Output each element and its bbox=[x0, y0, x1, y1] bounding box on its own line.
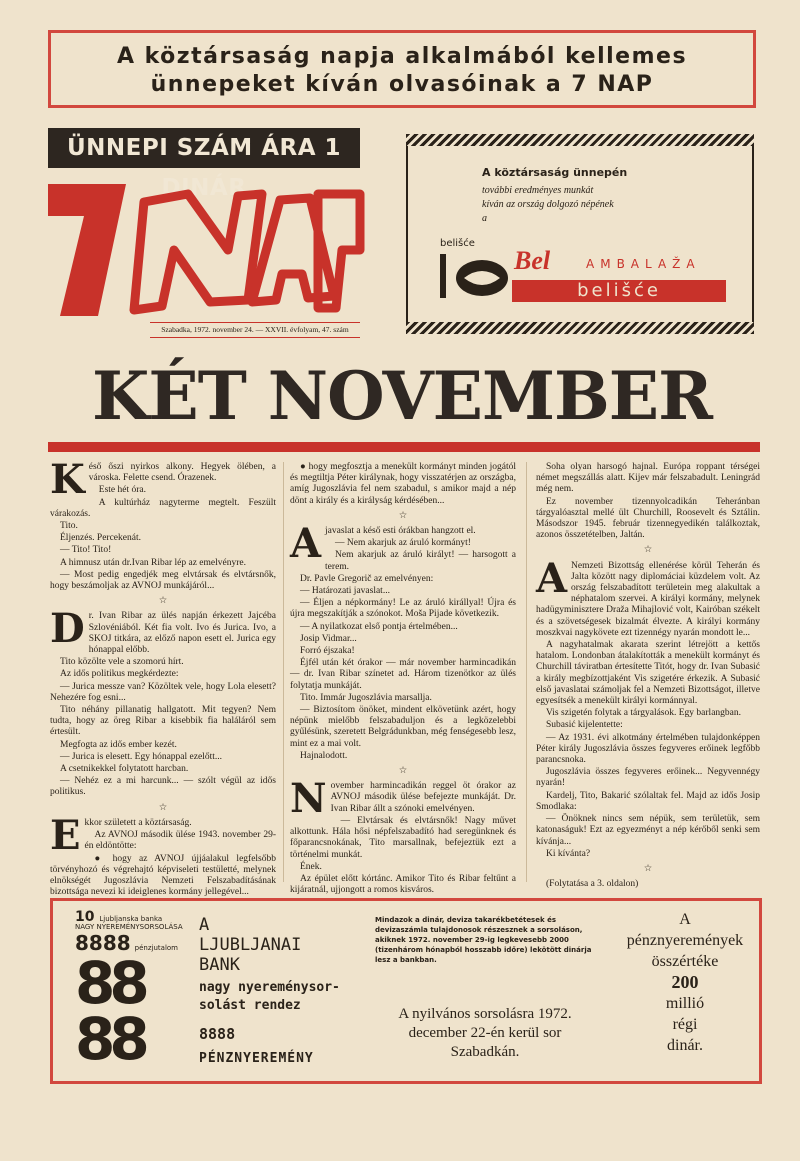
paragraph-text: Ének. bbox=[300, 861, 322, 872]
headline-rule bbox=[48, 442, 760, 452]
bank-ad-small-label: NAGY NYEREMÉNYSORSOLÁSA bbox=[75, 923, 183, 931]
paragraph-text: Tito. Immár Jugoszlávia marsallja. bbox=[300, 692, 432, 703]
section-star-icon: ☆ bbox=[158, 802, 168, 813]
paragraph-text: r. Ivan Ribar az ülés napján érkezett Jajcéba Szlovéniából. Két fia volt. Ivo és Jurica. Ivo, a SKOJ titkára, az előző napon esett el. Jurica egy hónappal előbb. bbox=[88, 611, 276, 656]
article-paragraph bbox=[290, 598, 516, 620]
article-paragraph bbox=[50, 682, 276, 704]
article-column-2 bbox=[290, 462, 516, 896]
paragraph-text: Tito. bbox=[60, 521, 78, 532]
article-paragraph bbox=[536, 814, 760, 848]
paragraph-text: — Az 1931. évi alkotmány értelmében tulajdonképpen Péter király Jugoszlávia összes fegyveres erőinek legfőbb parancsnoka. bbox=[536, 732, 760, 766]
ad-small-brand: belišće bbox=[440, 238, 475, 249]
belisce-logo-icon bbox=[438, 252, 510, 300]
paragraph-text: Tito néhány pillanatig hallgatott. Mit tegyen? Nem tudta, hogy az öreg Ribar a kisebbik fia haláláról sem értesült. bbox=[50, 705, 276, 738]
bank-ad-top-label: 10 Ljubljanska banka bbox=[75, 909, 163, 925]
article-paragraph bbox=[50, 533, 276, 544]
section-star-icon: ☆ bbox=[643, 863, 653, 874]
paragraph-text: A kultúrház nagyterme megtelt. Feszült várakozás. bbox=[50, 497, 276, 519]
bank-ad-draw-1: A nyilvános sorsolásra 1972. bbox=[398, 1006, 572, 1022]
bank-ad-number: 8888 bbox=[199, 1025, 236, 1043]
bank-ad-8888: 8888 bbox=[75, 931, 131, 955]
ad-brand-script: Bel bbox=[514, 246, 551, 275]
article-paragraph bbox=[290, 586, 516, 597]
bank-ad bbox=[50, 898, 762, 1084]
article-paragraph bbox=[536, 879, 760, 890]
bank-ad-title bbox=[199, 915, 301, 975]
paragraph-text: A csetnikekkel folytatott harcban. bbox=[60, 764, 189, 775]
ad-brand-bottom: belišće bbox=[512, 280, 726, 302]
article-paragraph bbox=[536, 849, 760, 860]
paragraph-text: — Elvtársak és elvtársnők! Nagy művet alkottunk. Hála hősi népfelszabadító had seregünknek és főparancsnokának, Tito marsallnak, befejeztük ezt a történelmi munkát. bbox=[290, 815, 516, 860]
article-paragraph bbox=[290, 751, 516, 762]
paragraph-text: Vis szigetén folytak a tárgyalások. Egy barlangban. bbox=[546, 708, 742, 719]
paragraph-text: Soha olyan harsogó hajnal. Európa roppant térségei német megszállás alatt. Kijev már felszabadult. Leningrád még nem. bbox=[536, 462, 760, 495]
article-column-3 bbox=[536, 462, 760, 892]
paragraph-text: Ez november tizennyolcadikán Teheránban tárgyalóasztal mellé ült Churchill, Roosevelt és Sztálin. Másodszor 1945. február tizennegyedikén találkoztak, azonos összetételben, Jaltán. bbox=[536, 496, 760, 541]
article-paragraph bbox=[536, 462, 760, 496]
article-paragraph bbox=[290, 693, 516, 704]
paragraph-text: — Éljen a népkormány! Le az áruló királlyal! Újra és újra megszakítják a szónokot. Moša Pijade következik. bbox=[290, 598, 516, 620]
paragraph-text: Az idős politikus megkérdezte: bbox=[60, 669, 179, 680]
paragraph-text: — Most pedig engedjék meg elvtársak és elvtársnők, hogy beszámoljak az AVNOJ munkájáról... bbox=[50, 569, 276, 592]
article-paragraph bbox=[50, 830, 276, 852]
section-star-icon: ☆ bbox=[158, 596, 168, 607]
paragraph-text: Nemzeti Bizottság ellenérése körül Teherán és Jalta között nagy diplomáciai küzdelem volt. Az ország felszabadított területein meg alakultak a néphatalom szervei. A királyi kormány, melynek hadügyminisztere Draža Mihajlović volt, Kairóban székelt és a szövetségesek bizalmát élvezte. A királyi kormány moszkvai nagykövete ezt tizennégy nyarán mondott le... bbox=[536, 560, 760, 638]
paragraph-text: — Nem akarjuk az áruló kormányt! bbox=[335, 538, 471, 549]
bank-ad-total bbox=[611, 909, 759, 1056]
paragraph-text: Este hét óra. bbox=[98, 485, 146, 496]
article-paragraph bbox=[50, 669, 276, 680]
section-star-icon: ☆ bbox=[398, 510, 408, 521]
article-paragraph bbox=[290, 874, 516, 896]
article-paragraph bbox=[290, 862, 516, 873]
bank-ad-prize: PÉNZNYEREMÉNY bbox=[199, 1051, 314, 1066]
paragraph-text: Nem akarjuk az áruló királyt! — harsogott a terem. bbox=[325, 550, 516, 572]
section-star-icon: ☆ bbox=[398, 766, 408, 777]
article-paragraph bbox=[536, 708, 760, 719]
ad-lines bbox=[482, 184, 614, 226]
bank-ad-sub-1: nagy nyereménysor- bbox=[199, 980, 340, 995]
dateline: Szabadka, 1972. november 24. — XXVII. évfolyam, 47. szám bbox=[150, 322, 360, 338]
price-banner: ÜNNEPI SZÁM ÁRA 1 DINÁR bbox=[48, 128, 360, 168]
bank-ad-draw-2: december 22-én kerül sor bbox=[408, 1025, 562, 1041]
article-paragraph bbox=[290, 646, 516, 657]
paragraph-text: Tito közölte vele a szomorú hírt. bbox=[60, 657, 184, 668]
drop-cap: N bbox=[290, 775, 327, 823]
paragraph-text: — Jurica messze van? Közöltek vele, hogy Lola elesett? Nehezére fog esni... bbox=[50, 681, 276, 703]
paragraph-text: Megfogta az idős ember kezét. bbox=[60, 739, 177, 750]
bank-ad-right-7: dinár. bbox=[667, 1037, 703, 1054]
article-paragraph bbox=[50, 521, 276, 532]
drop-cap: E bbox=[50, 811, 81, 859]
bank-ad-big-88-1: 88 bbox=[75, 949, 144, 1017]
paragraph-text: ● hogy az AVNOJ újjáalakul legfelsőbb törvényhozó és végrehajtó képviseleti testületté, melynek elnökségét Jugoszlávia Nemzeti Felszabadításának bizottsága nevezi ki ideiglenes kormány jellegével... bbox=[50, 853, 276, 898]
paragraph-text: ovember harmincadikán reggel öt órakor az AVNOJ második ülése befejezte munkáját. Dr. Ivan Ribar állt a szónoki emelvényen. bbox=[330, 781, 516, 814]
bank-ad-sub-2: solást rendez bbox=[199, 998, 301, 1013]
article-paragraph bbox=[50, 764, 276, 775]
article-paragraph bbox=[50, 740, 276, 751]
article-paragraph bbox=[536, 554, 760, 639]
bank-ad-visual bbox=[75, 909, 187, 1073]
bank-ad-right-1: A bbox=[679, 911, 691, 928]
article-paragraph bbox=[50, 657, 276, 668]
bank-ad-draw-3: Szabadkán. bbox=[450, 1044, 520, 1060]
bank-ad-small-label-2: pénzjutalom bbox=[134, 944, 178, 952]
ad-brand-rest: AMBALAŽA bbox=[586, 257, 701, 271]
drop-cap: K bbox=[50, 456, 85, 503]
headline: KÉT NOVEMBER bbox=[92, 357, 712, 435]
bank-ad-subtitle bbox=[199, 979, 340, 1015]
article-paragraph bbox=[290, 816, 516, 861]
article-paragraph bbox=[290, 705, 516, 750]
article-paragraph bbox=[50, 854, 276, 899]
article-paragraph bbox=[290, 775, 516, 823]
paragraph-text: (Folytatása a 3. oldalon) bbox=[546, 879, 639, 890]
paragraph-text: Subasić kijelentette: bbox=[546, 720, 623, 731]
article-paragraph bbox=[536, 640, 760, 707]
masthead-logo bbox=[48, 180, 362, 320]
bank-ad-big-88-2: 88 bbox=[75, 1005, 144, 1073]
article-paragraph bbox=[536, 791, 760, 813]
column-divider bbox=[526, 462, 527, 882]
paragraph-text: Az AVNOJ második ülése 1943. november 29-én eldöntötte: bbox=[84, 830, 276, 852]
paragraph-text: kkor született a köztársaság. bbox=[84, 817, 192, 828]
paragraph-text: javaslat a késő esti órákban hangzott el. bbox=[325, 526, 476, 537]
paragraph-text: éső őszi nyirkos alkony. Hegyek ölében, a városka. Felette csend. Órazenek. bbox=[88, 462, 276, 484]
article-column-1 bbox=[50, 456, 276, 898]
section-star-icon: ☆ bbox=[643, 545, 653, 556]
paragraph-text: Forró éjszaka! bbox=[300, 646, 355, 657]
bank-ad-draw bbox=[373, 1005, 597, 1062]
ad-stripes-bottom bbox=[406, 322, 754, 334]
article-paragraph bbox=[536, 733, 760, 767]
bank-ad-right-4: 200 bbox=[671, 972, 699, 992]
bank-ad-right-3: összértéke bbox=[651, 953, 719, 970]
article-paragraph bbox=[50, 558, 276, 569]
article-paragraph bbox=[50, 705, 276, 739]
paragraph-text: Josip Vidmar... bbox=[300, 633, 357, 644]
paragraph-text: — Nehéz ez a mi harcunk... — szólt végül az idős politikus. bbox=[50, 776, 276, 798]
paragraph-text: — Tito! Tito! bbox=[60, 545, 112, 556]
article-paragraph bbox=[290, 658, 516, 692]
paragraph-text: Az épület előtt kórtánc. Amikor Tito és Ribar feltűnt a kijáratnál, ujjongott a romos kisváros. bbox=[290, 873, 516, 896]
paragraph-text: A himnusz után dr.Ivan Ribar lép az emelvényre. bbox=[60, 557, 246, 568]
bank-ad-right-2: pénznyeremények bbox=[626, 932, 744, 949]
article-paragraph bbox=[50, 752, 276, 763]
paragraph-text: Hajnalodott. bbox=[300, 750, 348, 761]
drop-cap: A bbox=[536, 554, 568, 602]
ad-line-4: a bbox=[482, 213, 487, 224]
paragraph-text: — Határozati javaslat... bbox=[300, 586, 390, 597]
greeting-line-1: A köztársaság napja alkalmából kellemes bbox=[116, 44, 688, 69]
article-paragraph bbox=[536, 720, 760, 731]
paragraph-text: Jugoszlávia összes fegyveres erőinek... Negyvennégy nyarán! bbox=[536, 767, 760, 789]
article-paragraph bbox=[50, 776, 276, 798]
article-paragraph bbox=[290, 462, 516, 507]
article-paragraph bbox=[50, 605, 276, 656]
paragraph-text: A nagyhatalmak akarata szerint létrejött a kettős hatalom. Londonban átalakították a menekült kormányt és Churchill táviratban értesítette Titót, hogy dr. Ivan Subasić a király megbízottjaként Vis szigetére érkezik. A Subasić első javaslatai számoljak fel a Nemzeti Bizottságot, illetve egyesítsék a menekült királyi kormánnyal. bbox=[536, 640, 760, 707]
article-paragraph bbox=[50, 545, 276, 556]
bank-ad-right-5: millió bbox=[665, 995, 705, 1012]
paragraph-text: Éljenzés. Percekenát. bbox=[60, 533, 141, 544]
greeting-line-2: ünnepeket kíván olvasóinak a 7 NAP bbox=[150, 72, 654, 97]
paragraph-text: Ki kívánta? bbox=[546, 848, 591, 859]
article-paragraph bbox=[536, 767, 760, 789]
paragraph-text: Éjfél után két órakor — már november harmincadikán — dr. Ivan Ribar színetet ad. Három tizenötkor az ülés folytatja munkáját. bbox=[290, 658, 516, 691]
bank-ad-title-2: BANK bbox=[199, 955, 240, 975]
paragraph-text: — Jurica is elesett. Egy hónappal ezelőtt... bbox=[60, 751, 222, 762]
article-paragraph bbox=[290, 574, 516, 585]
paragraph-text: Dr. Pavle Gregorič az emelvényen: bbox=[300, 573, 434, 584]
bank-ad-title-1: LJUBLJANAI bbox=[199, 935, 302, 955]
bank-ad-top-text: Ljubljanska banka bbox=[99, 915, 163, 923]
column-divider bbox=[283, 462, 284, 882]
belisce-ad bbox=[406, 134, 754, 334]
paragraph-text: ● hogy megfosztja a menekült kormányt minden jogától és megtiltja Péter királynak, hogy visszatérjen az országba, amíg Jugoszlávia fel nem szabadul, s amikor majd a nép dönt a király és a királyság kérdésében... bbox=[290, 462, 516, 506]
article-paragraph bbox=[290, 634, 516, 645]
greeting-banner bbox=[48, 30, 756, 108]
article-paragraph bbox=[536, 497, 760, 542]
drop-cap: A bbox=[290, 520, 322, 568]
paragraph-text: — A nyilatkozat első pontja értelmében... bbox=[300, 621, 458, 632]
paragraph-text: — Önöknek nincs sem népük, sem területük, sem katonaságuk! Ezt az egyezményt a nép kérőből senki sem kívánja... bbox=[536, 814, 760, 847]
ad-line-1: A köztársaság ünnepén bbox=[482, 166, 628, 179]
ad-stripes-top bbox=[406, 134, 754, 146]
paragraph-text: — Biztosítom önöket, mindent elkövetünk azért, hogy népünk mielőbb felszabaduljon és a legközelebbi gyűlésünk, szeretett Belgrádunkban, még fenségesebb lesz, mint ez a mai volt. bbox=[290, 705, 516, 749]
article-paragraph bbox=[290, 622, 516, 633]
drop-cap: D bbox=[50, 605, 85, 653]
paragraph-text: Kardelj, Tito, Bakarić szólaltak fel. Majd az idős Josip Smodlaka: bbox=[536, 790, 760, 812]
article-paragraph bbox=[50, 570, 276, 592]
article-paragraph bbox=[290, 538, 516, 549]
bank-ad-title-a: A bbox=[199, 915, 210, 935]
bank-ad-notice: Mindazok a dinár, deviza takarékbetétesek és devizaszámla tulajdonosok részesznek a sorsoláson, akiknek 1972. november 29-ig legkevesebb 2000 (tizenhárom hónapból hosszabb időre) lekötött dinárja lesz a bankban. bbox=[375, 916, 592, 964]
ad-line-2: további eredményes munkát bbox=[482, 185, 594, 196]
bank-ad-right-6: régi bbox=[672, 1016, 698, 1033]
ad-line-3: kíván az ország dolgozó népének bbox=[482, 199, 614, 210]
article-paragraph bbox=[290, 550, 516, 572]
